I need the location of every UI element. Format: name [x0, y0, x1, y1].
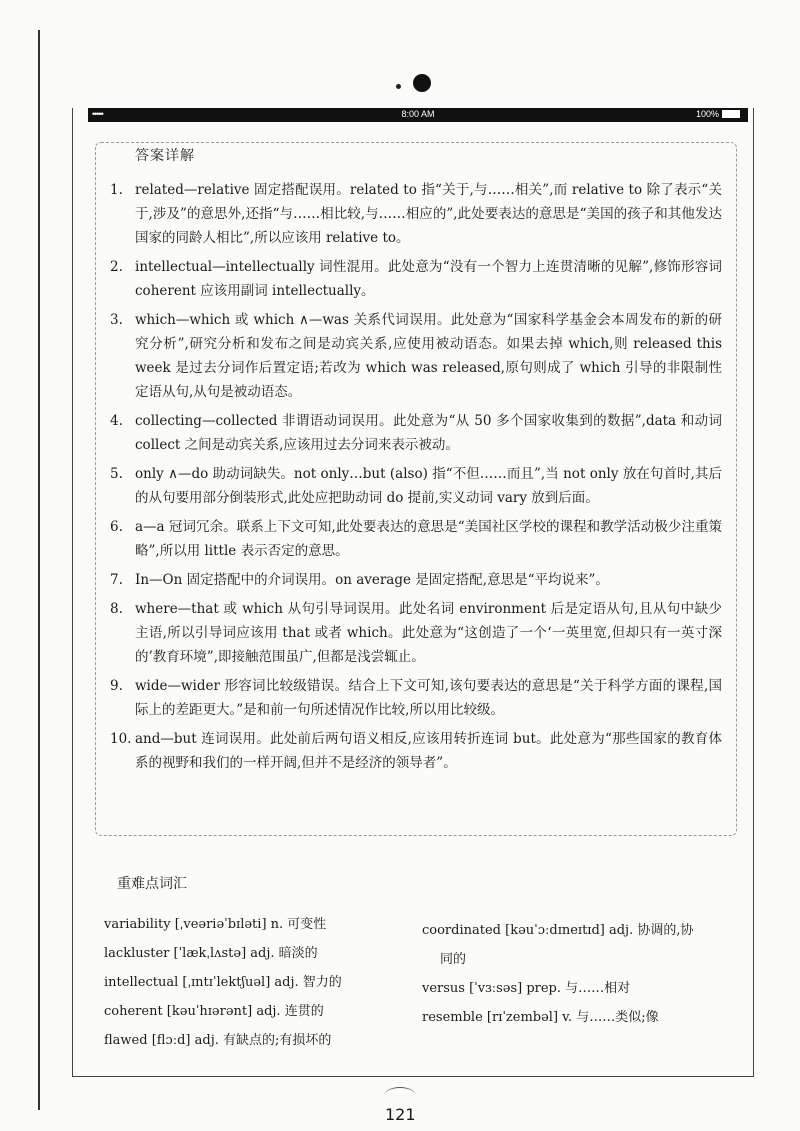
- answer-text: only ∧—do 助动词缺失。not only…but (also) 指“不但……而且”,当 not only 放在句首时,其后的从句要用部分倒装形式,此处应把助动词 do 提前,实义动词 vary 放到后面。: [135, 466, 722, 506]
- vocab-entry: coherent [kəuˈhɪərənt] adj. 连贯的: [104, 1004, 324, 1019]
- answer-number: 1.: [110, 182, 123, 198]
- vocab-entry: lackluster [ˈlækˌlʌstə] adj. 暗淡的: [104, 946, 318, 961]
- answer-number: 8.: [110, 601, 123, 617]
- signal-icon: •••••: [92, 109, 103, 119]
- vocab-column-right: [422, 916, 722, 1032]
- battery-icon: [722, 110, 740, 118]
- answer-item: [110, 409, 722, 457]
- page-number: 121: [385, 1105, 416, 1124]
- vocab-entry: variability [ˌveəriəˈbɪləti] n. 可变性: [104, 917, 327, 932]
- battery-percent: 100%: [695, 109, 719, 119]
- vocab-entry: intellectual [ˌɪntɪˈlektʃuəl] adj. 智力的: [104, 975, 342, 990]
- binding-line: [38, 30, 40, 1110]
- answer-text: where—that 或 which 从句引导词误用。此处名词 environment 后是定语从句,且从句中缺少主语,所以引导词应该用 that 或者 which。此处意为“这创造了一个‘一英里宽,但却只有一英寸深的’教育环境”,即接触范围虽广,但都是浅尝辄止。: [135, 601, 722, 665]
- camera-icon: [413, 74, 431, 92]
- answer-item: [110, 727, 722, 775]
- answer-item: [110, 515, 722, 563]
- page-frame-left: [72, 108, 73, 1076]
- status-bar: [88, 108, 748, 122]
- sensor-dot: [396, 84, 401, 89]
- answer-number: 7.: [110, 572, 123, 588]
- answer-number: 10.: [110, 731, 132, 747]
- vocab-entry: versus [ˈvɜːsəs] prep. 与……相对: [422, 981, 631, 996]
- battery-status: [696, 109, 740, 119]
- answer-number: 6.: [110, 519, 123, 535]
- answer-item: [110, 178, 722, 250]
- answer-text: a—a 冠词冗余。联系上下文可知,此处要表达的意思是“美国社区学校的课程和教学活动极少注重策略”,所以用 little 表示否定的意思。: [135, 519, 722, 559]
- answer-text: intellectual—intellectually 词性混用。此处意为“没有一个智力上连贯清晰的见解”,修饰形容词 coherent 应该用副词 intellectually。: [135, 259, 722, 299]
- answer-item: [110, 462, 722, 510]
- answer-item: [110, 597, 722, 669]
- answer-text: In—On 固定搭配中的介词误用。on average 是固定搭配,意思是“平均说来”。: [135, 572, 609, 588]
- answer-text: which—which 或 which ∧—was 关系代词误用。此处意为“国家科学基金会本周发布的新的研究分析”,研究分析和发布之间是动宾关系,应使用被动语态。如果去掉 which,则 released this week 是过去分词作后置定语;若改为 which was released,原句则成了 which 引导的非限制性定语从句,从句是被动语态。: [135, 312, 722, 400]
- answer-number: 3.: [110, 312, 123, 328]
- answer-text: wide—wider 形容词比较级错误。结合上下文可知,该句要表达的意思是“关于科学方面的课程,国际上的差距更大。”是和前一句所述情况作比较,所以用比较级。: [135, 678, 722, 718]
- vocab-entry: resemble [rɪˈzembəl] v. 与……类似;像: [422, 1010, 659, 1025]
- answer-item: [110, 255, 722, 303]
- page-number-arc: [385, 1087, 415, 1102]
- answer-text: related—relative 固定搭配误用。related to 指“关于,与……相关”,而 relative to 除了表示“关于,涉及”的意思外,还指“与……相比较,与……相应的”,此处要表达的意思是“美国的孩子和其他发达国家的同龄人相比”,所以应该用 relative to。: [135, 182, 722, 246]
- section-title: 答案详解: [135, 148, 195, 164]
- page-frame-right: [753, 108, 754, 1076]
- answer-item: [110, 568, 722, 592]
- vocab-entry-continued: 同的: [440, 952, 467, 967]
- answer-item: [110, 674, 722, 722]
- status-time: 8:00 AM: [401, 109, 435, 119]
- answer-number: 4.: [110, 413, 123, 429]
- answer-text: collecting—collected 非谓语动词误用。此处意为“从 50 多个国家收集到的数据”,data 和动词 collect 之间是动宾关系,应该用过去分词来表示被动。: [135, 413, 722, 453]
- vocab-column-left: [104, 910, 404, 1055]
- answer-text: and—but 连词误用。此处前后两句语义相反,应该用转折连词 but。此处意为“那些国家的教育体系的视野和我们的一样开阔,但并不是经济的领导者”。: [135, 731, 722, 771]
- answer-list: [110, 178, 722, 780]
- vocab-entry: flawed [flɔːd] adj. 有缺点的;有损坏的: [104, 1033, 332, 1048]
- answer-number: 5.: [110, 466, 123, 482]
- answer-number: 9.: [110, 678, 123, 694]
- answer-number: 2.: [110, 259, 123, 275]
- page-bottom-border: [72, 1076, 754, 1077]
- answer-item: [110, 308, 722, 404]
- vocab-title: 重难点词汇: [117, 876, 187, 892]
- vocab-entry: coordinated [kəuˈɔːdɪneɪtɪd] adj. 协调的,协: [422, 923, 694, 938]
